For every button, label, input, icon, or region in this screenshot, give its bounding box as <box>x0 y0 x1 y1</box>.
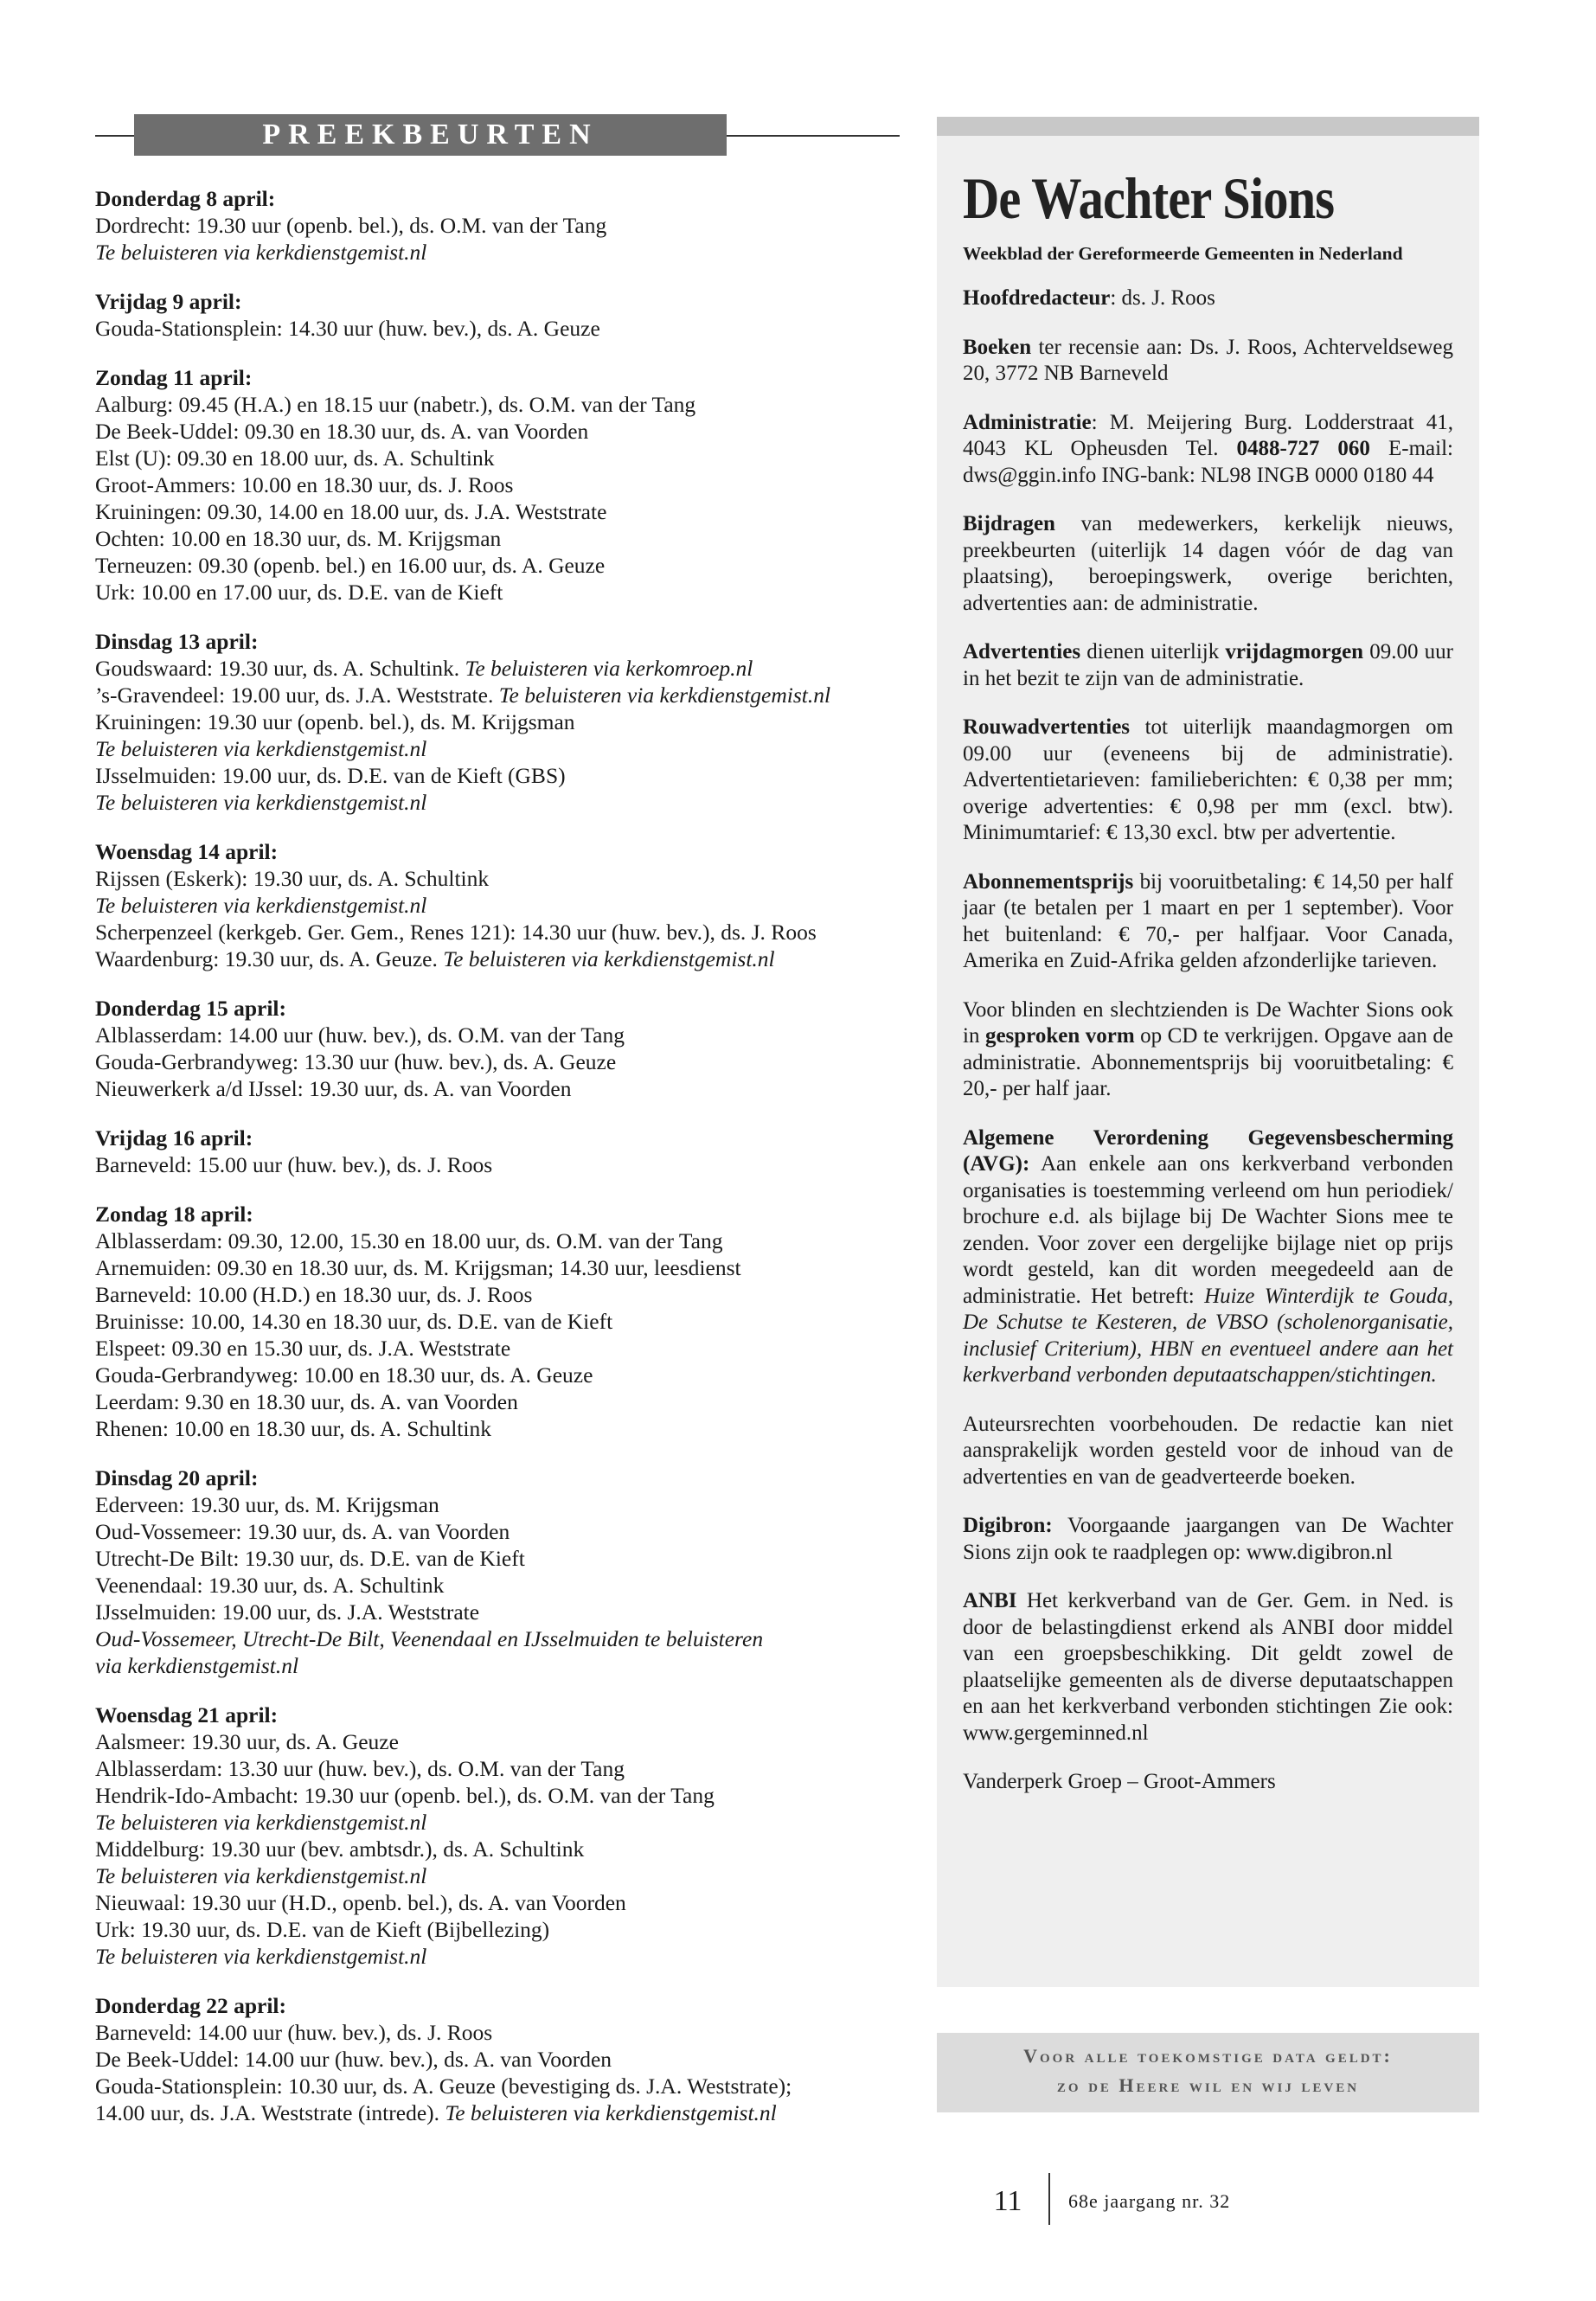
service-text: Leerdam: 9.30 en 18.30 uur, ds. A. van Voorden <box>95 1389 518 1414</box>
day-title: Vrijdag 9 april: <box>95 289 242 314</box>
service-line <box>95 1862 900 1889</box>
broadcast-note: Te beluisteren via kerkdienstgemist.nl <box>95 790 427 815</box>
colophon-paragraph <box>963 1588 1453 1747</box>
service-line <box>95 1625 900 1652</box>
service-line <box>95 1254 900 1281</box>
service-line <box>95 579 900 606</box>
service-text: Barneveld: 10.00 (H.D.) en 18.30 uur, ds. J. Roos <box>95 1282 533 1307</box>
day-block <box>95 185 900 266</box>
day-title: Donderdag 15 april: <box>95 996 287 1021</box>
colophon-segment: Voorgaande jaargangen van De Wachter Sions zijn ook te raadplegen op: www.digibron.nl <box>963 1514 1453 1564</box>
colophon-segment: vrijdagmorgen <box>1225 640 1364 663</box>
broadcast-note: Te beluisteren via kerkdienstgemist.nl <box>95 1810 427 1835</box>
day-title: Donderdag 8 april: <box>95 186 276 211</box>
service-line <box>95 552 900 579</box>
service-line <box>95 945 900 972</box>
service-line <box>95 1728 900 1755</box>
footer-line-1: Voor alle toekomstige data geldt: <box>1023 2045 1393 2067</box>
day-block <box>95 1201 900 1442</box>
colophon-segment: Het kerkverband van de Ger. Gem. in Ned. is door de belastingdienst erkend als ANBI door middel van een groepsbeschikking. Dit geldt zowel de plaatselijke gemeenten als de diverse deputaatschappen en aan het kerkverband verbonden stichtingen Zie ook: www.gergeminned.nl <box>963 1589 1453 1745</box>
colophon-segment: E-mail: dws@ggin.info ING-bank: NL98 INGB 0000 0180 44 <box>963 437 1453 487</box>
day-block <box>95 364 900 606</box>
service-line <box>95 418 900 445</box>
broadcast-note: Te beluisteren via kerkdienstgemist.nl <box>95 1944 427 1969</box>
service-text: Waardenburg: 19.30 uur, ds. A. Geuze. <box>95 946 444 971</box>
colophon-segment: Auteursrechten voorbehouden. De redactie kan niet aansprakelijk worden gesteld voor de inhoud van de advertenties en van de geadverteerde boeken. <box>963 1412 1453 1489</box>
service-text: Nieuwerkerk a/d IJssel: 19.30 uur, ds. A. van Voorden <box>95 1076 572 1101</box>
service-text: De Beek-Uddel: 14.00 uur (huw. bev.), ds. A. van Voorden <box>95 2047 612 2072</box>
footer-note <box>937 2033 1479 2112</box>
service-line <box>95 525 900 552</box>
service-line <box>95 1836 900 1862</box>
broadcast-note: Te beluisteren via kerkdienstgemist.nl <box>498 683 831 708</box>
day-title: Zondag 18 april: <box>95 1202 253 1227</box>
broadcast-note: via kerkdienstgemist.nl <box>95 1653 299 1678</box>
service-text: Alblasserdam: 13.30 uur (huw. bev.), ds. O.M. van der Tang <box>95 1756 625 1781</box>
service-line <box>95 2073 900 2099</box>
service-line <box>95 1782 900 1809</box>
preekbeurten-column <box>95 114 900 2149</box>
section-header <box>95 114 900 156</box>
broadcast-note: Te beluisteren via kerkdienstgemist.nl <box>95 893 427 918</box>
colophon-paragraph <box>963 410 1453 490</box>
day-title: Woensdag 21 april: <box>95 1702 279 1727</box>
colophon-segment: Hoofdredacteur <box>963 286 1111 310</box>
service-text: Terneuzen: 09.30 (openb. bel.) en 16.00 uur, ds. A. Geuze <box>95 553 606 578</box>
colophon-segment: : M. Meijering Burg. Lodderstraat 41, 4043 KL Opheusden Tel. <box>963 410 1453 460</box>
service-line <box>95 1415 900 1442</box>
broadcast-note: Te beluisteren via kerkdienstgemist.nl <box>95 1863 427 1888</box>
service-line <box>95 498 900 525</box>
service-line <box>95 2019 900 2046</box>
day-block <box>95 838 900 972</box>
colophon-paragraph <box>963 1513 1453 1566</box>
service-text: Arnemuiden: 09.30 en 18.30 uur, ds. M. Krijgsman; 14.30 uur, leesdienst <box>95 1255 741 1280</box>
service-line <box>95 1362 900 1388</box>
service-line <box>95 391 900 418</box>
day-block <box>95 628 900 816</box>
day-title: Dinsdag 20 april: <box>95 1465 259 1490</box>
service-text: Urk: 10.00 en 17.00 uur, ds. D.E. van de Kieft <box>95 580 503 605</box>
service-text: Barneveld: 14.00 uur (huw. bev.), ds. J. Roos <box>95 2020 493 2045</box>
day-block <box>95 995 900 1102</box>
service-text: Alblasserdam: 14.00 uur (huw. bev.), ds. O.M. van der Tang <box>95 1022 625 1048</box>
service-text: Utrecht-De Bilt: 19.30 uur, ds. D.E. van de Kieft <box>95 1546 525 1571</box>
broadcast-note: Oud-Vossemeer, Utrecht-De Bilt, Veenendaal en IJsselmuiden te beluisteren <box>95 1626 764 1651</box>
service-line <box>95 1227 900 1254</box>
colophon-segment: ANBI <box>963 1589 1017 1612</box>
colophon-segment: Vanderperk Groep – Groot-Ammers <box>963 1770 1276 1793</box>
colophon-segment: tot uiterlijk maandagmorgen om 09.00 uur (eveneens bij de administratie). Advertentietarieven: familieberichten: € 0,38 per mm; overige advertenties: € 0,98 per mm (excl. btw). Minimumtarief: € 13,30 excl. btw per advertentie. <box>963 715 1453 844</box>
header-rule-right <box>727 135 900 137</box>
service-line <box>95 2046 900 2073</box>
day-list <box>95 185 900 2126</box>
service-line <box>95 1599 900 1625</box>
service-line <box>95 445 900 471</box>
service-text: Aalburg: 09.45 (H.A.) en 18.15 uur (nabetr.), ds. O.M. van der Tang <box>95 392 696 417</box>
colophon-segment: 09.00 uur in het bezit te zijn van de administratie. <box>963 640 1453 690</box>
service-line <box>95 1075 900 1102</box>
colophon-paragraph <box>963 1412 1453 1491</box>
service-text: Gouda-Stationsplein: 10.30 uur, ds. A. Geuze (bevestiging ds. J.A. Weststrate); <box>95 2073 792 2099</box>
broadcast-note: Te beluisteren via kerkdienstgemist.nl <box>445 2100 777 2125</box>
colophon-segment: Rouwadvertenties <box>963 715 1131 739</box>
service-text: Scherpenzeel (kerkgeb. Ger. Gem., Renes 121): 14.30 uur (huw. bev.), ds. J. Roos <box>95 920 817 945</box>
colophon-segment: Aan enkele aan ons kerkverband verbonden organisaties is toestemming verleend om hun periodiek/ brochure e.d. als bijlage bij De Wachter Sions mee te zenden. Voor zover een dergelijke bijlage niet op prijs wordt gesteld, kan dit worden meegedeeld aan de administratie. Het betreft: <box>963 1152 1453 1308</box>
broadcast-note: Te beluisteren via kerkdienstgemist.nl <box>95 240 427 265</box>
day-title: Zondag 11 april: <box>95 365 253 390</box>
colophon-segment: Abonnementsprijs <box>963 869 1134 894</box>
service-line <box>95 1889 900 1916</box>
colophon-segment: 0488-727 060 <box>1236 437 1370 460</box>
service-text: Middelburg: 19.30 uur (bev. ambtsdr.), ds. A. Schultink <box>95 1836 585 1862</box>
service-line <box>95 865 900 892</box>
service-line <box>95 1335 900 1362</box>
service-line <box>95 762 900 789</box>
colophon-paragraph <box>963 285 1453 312</box>
colophon-paragraph <box>963 335 1453 388</box>
service-text: IJsselmuiden: 19.00 uur, ds. J.A. Weststrate <box>95 1599 480 1625</box>
service-line <box>95 1048 900 1075</box>
service-line <box>95 1572 900 1599</box>
service-line <box>95 1281 900 1308</box>
section-title: PREEKBEURTEN <box>134 114 727 156</box>
service-text: Nieuwaal: 19.30 uur (H.D., openb. bel.), ds. A. van Voorden <box>95 1890 626 1915</box>
broadcast-note: Te beluisteren via kerkdienstgemist.nl <box>95 736 427 761</box>
service-text: Dordrecht: 19.30 uur (openb. bel.), ds. O.M. van der Tang <box>95 213 607 238</box>
colophon-paragraph <box>963 511 1453 617</box>
day-block <box>95 1465 900 1679</box>
footer-line-2: zo de Heere wil en wij leven <box>1056 2074 1360 2096</box>
colophon-segment: ter recensie aan: Ds. J. Roos, Achterveldseweg 20, 3772 NB Barneveld <box>963 335 1453 385</box>
service-text: Oud-Vossemeer: 19.30 uur, ds. A. van Voorden <box>95 1519 510 1544</box>
service-text: IJsselmuiden: 19.00 uur, ds. D.E. van de Kieft (GBS) <box>95 763 566 788</box>
service-line <box>95 735 900 762</box>
broadcast-note: Te beluisteren via kerkomroep.nl <box>465 656 753 681</box>
colophon-segment: : ds. J. Roos <box>1110 286 1215 310</box>
service-line <box>95 1308 900 1335</box>
service-line <box>95 1151 900 1178</box>
colophon-segment: van medewerkers, kerkelijk nieuws, preekbeurten (uiterlijk 14 dagen vóór de dag van plaatsing), beroepingswerk, overige berichten, advertenties aan: de administratie. <box>963 512 1453 615</box>
day-title: Dinsdag 13 april: <box>95 629 259 654</box>
colophon-segment: op CD te verkrijgen. Opgave aan de administratie. Abonnementsprijs bij vooruitbetaling: € 20,- per half jaar. <box>963 1024 1453 1100</box>
issue-info: 68e jaargang nr. 32 <box>1068 2190 1231 2212</box>
service-text: Gouda-Stationsplein: 14.30 uur (huw. bev.), ds. A. Geuze <box>95 316 600 341</box>
colophon-segment: gesproken vorm <box>984 1024 1135 1048</box>
service-line <box>95 1943 900 1970</box>
service-text: Urk: 19.30 uur, ds. D.E. van de Kieft (Bijbellezing) <box>95 1917 550 1942</box>
service-text: Rijssen (Eskerk): 19.30 uur, ds. A. Schultink <box>95 866 490 891</box>
colophon-segment: Digibron: <box>963 1514 1053 1537</box>
service-text: Gouda-Gerbrandyweg: 13.30 uur (huw. bev.), ds. A. Geuze <box>95 1049 617 1074</box>
masthead-subtitle: Weekblad der Gereformeerde Gemeenten in Nederland <box>963 243 1403 264</box>
service-line <box>95 1388 900 1415</box>
service-line <box>95 1652 900 1679</box>
service-text: 14.00 uur, ds. J.A. Weststrate (intrede). <box>95 2100 445 2125</box>
service-line <box>95 919 900 945</box>
service-text: Elst (U): 09.30 en 18.00 uur, ds. A. Schultink <box>95 445 495 471</box>
service-text: Hendrik-Ido-Ambacht: 19.30 uur (openb. bel.), ds. O.M. van der Tang <box>95 1783 715 1808</box>
masthead: De Wachter Sions <box>963 165 1335 231</box>
service-text: Kruiningen: 19.30 uur (openb. bel.), ds. M. Krijgsman <box>95 709 575 734</box>
service-line <box>95 315 900 342</box>
service-text: Gouda-Gerbrandyweg: 10.00 en 18.30 uur, ds. A. Geuze <box>95 1362 593 1388</box>
colophon-segment: Boeken <box>963 335 1032 359</box>
service-text: Goudswaard: 19.30 uur, ds. A. Schultink. <box>95 656 465 681</box>
service-line <box>95 1545 900 1572</box>
service-line <box>95 789 900 816</box>
colophon-segment: Voor blinden en slechtzienden is De Wachter Sions ook in <box>963 997 1453 1048</box>
folio-divider <box>1048 2173 1050 2225</box>
service-text: Barneveld: 15.00 uur (huw. bev.), ds. J. Roos <box>95 1152 493 1177</box>
colophon-segment: Advertenties <box>963 640 1081 663</box>
service-line <box>95 1491 900 1518</box>
service-text: Veenendaal: 19.30 uur, ds. A. Schultink <box>95 1573 445 1598</box>
day-title: Vrijdag 16 april: <box>95 1125 253 1150</box>
service-line <box>95 892 900 919</box>
service-line <box>95 212 900 239</box>
day-title: Donderdag 22 april: <box>95 1993 287 2018</box>
colophon-paragraph <box>963 869 1453 975</box>
service-line <box>95 1022 900 1048</box>
broadcast-note: Te beluisteren via kerkdienstgemist.nl <box>443 946 775 971</box>
colophon-paragraph <box>963 715 1453 847</box>
service-line <box>95 2099 900 2126</box>
colophon-segment: bij vooruitbetaling: € 14,50 per half jaar (te betalen per 1 maart en per 1 september). Voor het buitenland: € 70,- per halfjaar. Voor Canada, Amerika en Zuid-Afrika gelden afzonderlijke tarieven. <box>963 869 1453 972</box>
service-line <box>95 708 900 735</box>
service-line <box>95 1755 900 1782</box>
service-line <box>95 682 900 708</box>
day-title: Woensdag 14 april: <box>95 839 279 864</box>
service-line <box>95 239 900 266</box>
service-text: Aalsmeer: 19.30 uur, ds. A. Geuze <box>95 1729 399 1754</box>
service-text: Alblasserdam: 09.30, 12.00, 15.30 en 18.00 uur, ds. O.M. van der Tang <box>95 1228 723 1253</box>
service-text: Ochten: 10.00 en 18.30 uur, ds. M. Krijgsman <box>95 526 502 551</box>
colophon-segment: Algemene Verordening Gegevensbescherming (AVG): <box>963 1125 1453 1176</box>
day-block <box>95 1702 900 1970</box>
day-block <box>95 1125 900 1178</box>
service-line <box>95 1518 900 1545</box>
service-text: Elspeet: 09.30 en 15.30 uur, ds. J.A. Weststrate <box>95 1336 511 1361</box>
colophon-segment: Huize Winterdijk te Gouda, De Schutse te Kesteren, de VBSO (scholenorganisatie, inclusief Criterium), HBN en eventueel andere aan het kerkverband verbonden deputaatschappen/stichtingen. <box>963 1284 1453 1387</box>
colophon-paragraph <box>963 639 1453 692</box>
colophon-segment: Administratie <box>963 410 1092 434</box>
service-text: Rhenen: 10.00 en 18.30 uur, ds. A. Schultink <box>95 1416 491 1441</box>
service-text: Bruinisse: 10.00, 14.30 en 18.30 uur, ds. D.E. van de Kieft <box>95 1309 613 1334</box>
colophon-paragraph <box>963 1769 1453 1796</box>
service-text: De Beek-Uddel: 09.30 en 18.30 uur, ds. A. van Voorden <box>95 419 589 444</box>
service-line <box>95 471 900 498</box>
colophon-segment: Bijdragen <box>963 512 1055 535</box>
colophon-paragraph <box>963 1125 1453 1389</box>
day-block <box>95 288 900 342</box>
colophon-box <box>937 117 1479 1987</box>
colophon-segment: dienen uiterlijk <box>1080 640 1226 663</box>
colophon-paragraph <box>963 997 1453 1103</box>
service-text: Ederveen: 19.30 uur, ds. M. Krijgsman <box>95 1492 439 1517</box>
service-line <box>95 1916 900 1943</box>
service-text: Groot-Ammers: 10.00 en 18.30 uur, ds. J. Roos <box>95 472 514 497</box>
page-number: 11 <box>993 2185 1022 2217</box>
service-line <box>95 1809 900 1836</box>
day-block <box>95 1992 900 2126</box>
header-rule-left <box>95 135 134 137</box>
service-text: Kruiningen: 09.30, 14.00 en 18.00 uur, ds. J.A. Weststrate <box>95 499 607 524</box>
colophon-body <box>963 285 1453 1796</box>
service-text: ’s-Gravendeel: 19.00 uur, ds. J.A. Weststrate. <box>95 683 499 708</box>
service-line <box>95 655 900 682</box>
